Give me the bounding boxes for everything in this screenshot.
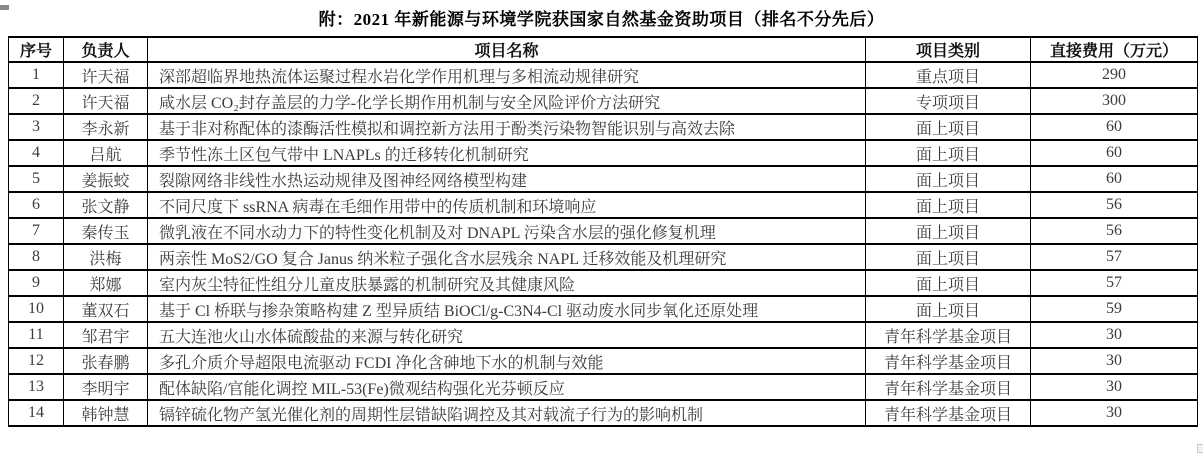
cell-project: 五大连池火山水体硫酸盐的来源与转化研究 [148, 322, 866, 348]
cell-pi: 秦传玉 [64, 218, 148, 244]
cell-budget: 56 [1031, 192, 1198, 218]
cell-pi: 李永新 [64, 114, 148, 140]
cell-no: 14 [9, 400, 64, 426]
cell-project: 多孔介质介导超限电流驱动 FCDI 净化含砷地下水的机制与效能 [148, 348, 866, 374]
cell-category: 专项项目 [866, 88, 1031, 114]
cell-no: 11 [9, 322, 64, 348]
cell-budget: 57 [1031, 244, 1198, 270]
cell-budget: 59 [1031, 296, 1198, 322]
header-row [9, 37, 1198, 62]
cell-category: 面上项目 [866, 296, 1031, 322]
cell-category: 面上项目 [866, 192, 1031, 218]
cell-category: 面上项目 [866, 244, 1031, 270]
table-row [9, 88, 1198, 114]
cell-project: 两亲性 MoS2/GO 复合 Janus 纳米粒子强化含水层残余 NAPL 迁移效能及机理研究 [148, 244, 866, 270]
cell-budget: 56 [1031, 218, 1198, 244]
cell-budget: 30 [1031, 374, 1198, 400]
cell-budget: 30 [1031, 322, 1198, 348]
cell-project: 微乳液在不同水动力下的特性变化机制及对 DNAPL 污染含水层的强化修复机理 [148, 218, 866, 244]
cell-budget: 290 [1031, 62, 1198, 88]
cell-budget: 60 [1031, 166, 1198, 192]
cell-category: 青年科学基金项目 [866, 400, 1031, 426]
table-row [9, 244, 1198, 270]
cell-no: 6 [9, 192, 64, 218]
table-row [9, 374, 1198, 400]
cell-category: 青年科学基金项目 [866, 374, 1031, 400]
table-row [9, 62, 1198, 88]
cell-pi: 吕航 [64, 140, 148, 166]
cell-project: 不同尺度下 ssRNA 病毒在毛细作用带中的传质机制和环境响应 [148, 192, 866, 218]
table-row [9, 114, 1198, 140]
screen-artifact-bottom-right [1197, 444, 1203, 453]
cell-no: 2 [9, 88, 64, 114]
cell-category: 青年科学基金项目 [866, 322, 1031, 348]
cell-no: 5 [9, 166, 64, 192]
grants-table [8, 36, 1198, 427]
cell-budget: 57 [1031, 270, 1198, 296]
cell-no: 12 [9, 348, 64, 374]
cell-budget: 30 [1031, 348, 1198, 374]
cell-project: 配体缺陷/官能化调控 MIL-53(Fe)微观结构强化光芬顿反应 [148, 374, 866, 400]
cell-project: 基于 Cl 桥联与掺杂策略构建 Z 型异质结 BiOCl/g-C3N4-Cl 驱动废水同步氧化还原处理 [148, 296, 866, 322]
table-row [9, 140, 1198, 166]
cell-project: 镉锌硫化物产氢光催化剂的周期性层错缺陷调控及其对载流子行为的影响机制 [148, 400, 866, 426]
cell-pi: 张文静 [64, 192, 148, 218]
cell-no: 8 [9, 244, 64, 270]
table-row [9, 322, 1198, 348]
cell-pi: 邹君宇 [64, 322, 148, 348]
col-header-pi: 负责人 [64, 37, 148, 62]
table-row [9, 192, 1198, 218]
cell-project: 季节性冻土区包气带中 LNAPLs 的迁移转化机制研究 [148, 140, 866, 166]
cell-budget: 60 [1031, 140, 1198, 166]
cell-no: 9 [9, 270, 64, 296]
cell-category: 面上项目 [866, 218, 1031, 244]
cell-budget: 60 [1031, 114, 1198, 140]
cell-no: 1 [9, 62, 64, 88]
cell-pi: 洪梅 [64, 244, 148, 270]
cell-category: 面上项目 [866, 140, 1031, 166]
table-row [9, 270, 1198, 296]
cell-category: 面上项目 [866, 166, 1031, 192]
cell-pi: 许天福 [64, 88, 148, 114]
col-header-category: 项目类别 [866, 37, 1031, 62]
cell-project: 基于非对称配体的漆酶活性模拟和调控新方法用于酚类污染物智能识别与高效去除 [148, 114, 866, 140]
cell-category: 面上项目 [866, 270, 1031, 296]
cell-pi: 张春鹏 [64, 348, 148, 374]
cell-no: 3 [9, 114, 64, 140]
cell-pi: 郑娜 [64, 270, 148, 296]
cell-pi: 董双石 [64, 296, 148, 322]
table-row [9, 348, 1198, 374]
cell-no: 7 [9, 218, 64, 244]
cell-project: 咸水层 CO₂封存盖层的力学-化学长期作用机制与安全风险评价方法研究 [148, 88, 866, 114]
cell-no: 4 [9, 140, 64, 166]
cell-budget: 300 [1031, 88, 1198, 114]
cell-project: 室内灰尘特征性组分儿童皮肤暴露的机制研究及其健康风险 [148, 270, 866, 296]
cell-pi: 李明宇 [64, 374, 148, 400]
cell-category: 面上项目 [866, 114, 1031, 140]
cell-no: 13 [9, 374, 64, 400]
table-row [9, 218, 1198, 244]
table-row [9, 296, 1198, 322]
table-row [9, 400, 1198, 426]
screen-artifact-top-left [0, 5, 9, 10]
cell-pi: 韩钟慧 [64, 400, 148, 426]
cell-budget: 30 [1031, 400, 1198, 426]
col-header-budget: 直接费用（万元） [1031, 37, 1198, 62]
cell-pi: 姜振蛟 [64, 166, 148, 192]
cell-category: 重点项目 [866, 62, 1031, 88]
cell-pi: 许天福 [64, 62, 148, 88]
table-row [9, 166, 1198, 192]
col-header-no: 序号 [9, 37, 64, 62]
cell-project: 深部超临界地热流体运聚过程水岩化学作用机理与多相流动规律研究 [148, 62, 866, 88]
cell-project: 裂隙网络非线性水热运动规律及图神经网络模型构建 [148, 166, 866, 192]
cell-no: 10 [9, 296, 64, 322]
table-body [9, 62, 1198, 426]
col-header-project: 项目名称 [148, 37, 866, 62]
cell-category: 青年科学基金项目 [866, 348, 1031, 374]
page-title: 附：2021 年新能源与环境学院获国家自然基金资助项目（排名不分先后） [318, 10, 885, 29]
